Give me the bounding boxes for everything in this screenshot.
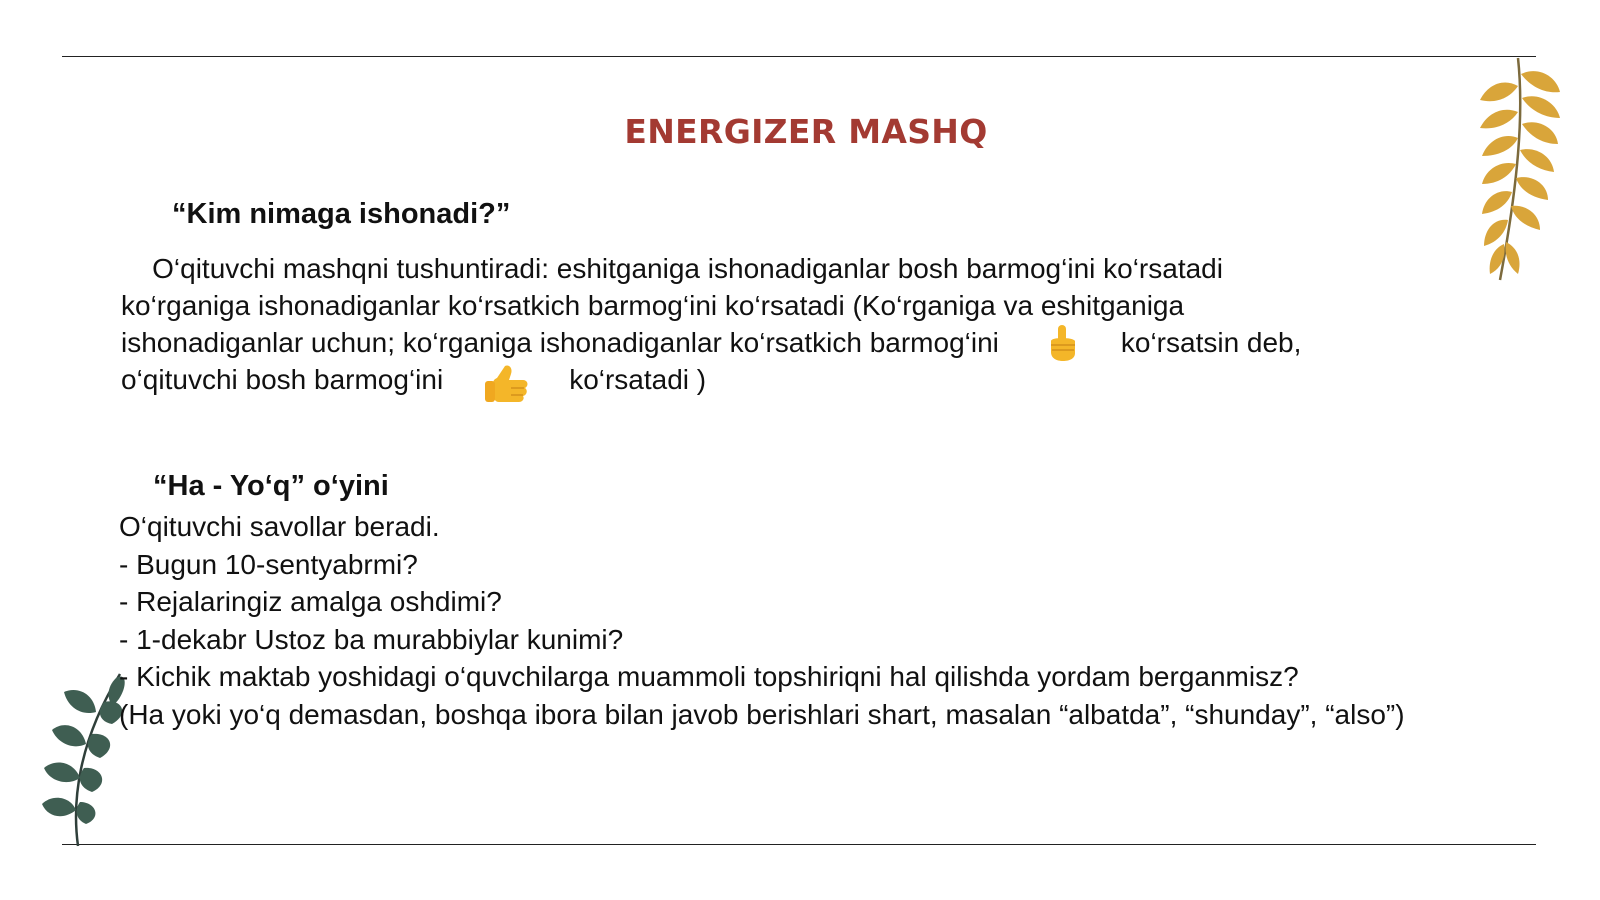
section-heading-kim-nimaga: “Kim nimaga ishonadi?” (172, 198, 511, 230)
list-item: - Bugun 10-sentyabrmi? (119, 548, 418, 580)
list-item: - 1-dekabr Ustoz ba murabbiylar kunimi? (119, 623, 624, 655)
question-list (119, 508, 1559, 733)
paragraph-line (121, 361, 1541, 398)
bottom-divider (62, 844, 1536, 845)
paragraph-line (121, 324, 1541, 361)
list-note: (Ha yoki yo‘q demasdan, boshqa ibora bilan javob berishlari shart, masalan “albatda”, “shunday”, “also”) (119, 698, 1405, 730)
index-pointing-up-icon (1043, 325, 1083, 365)
paragraph-text: ishonadiganlar uchun; ko‘rganiga ishonadiganlar ko‘rsatkich barmog‘ini (121, 327, 999, 358)
slide-title: ENERGIZER MASHQ (624, 112, 988, 151)
paragraph-line: ko‘rganiga ishonadiganlar ko‘rsatkich barmog‘ini ko‘rsatadi (Ko‘rganiga va eshitganiga (121, 290, 1185, 321)
list-item: - Kichik maktab yoshidagi o‘quvchilarga muammoli topshiriqni hal qilishda yordam berganmisz? (119, 661, 1299, 692)
paragraph-text: ko‘rsatsin deb, (1120, 327, 1302, 358)
thumbs-up-icon (483, 362, 529, 402)
paragraph-text: ko‘rsatadi ) (569, 364, 707, 395)
list-item: - Rejalaringiz amalga oshdimi? (119, 586, 502, 617)
section-heading-ha-yoq: “Ha - Yo‘q” o‘yini (153, 470, 389, 502)
paragraph-text: O‘qituvchi mashqni tushuntiradi: eshitganiga ishonadiganlar bosh barmog‘ini ko‘rsatadi (152, 253, 1223, 284)
paragraph-line (121, 250, 1541, 287)
list-intro: O‘qituvchi savollar beradi. (119, 511, 440, 542)
instruction-paragraph (121, 250, 1541, 398)
paragraph-text: o‘qituvchi bosh barmog‘ini (121, 364, 444, 395)
top-divider (62, 56, 1536, 57)
